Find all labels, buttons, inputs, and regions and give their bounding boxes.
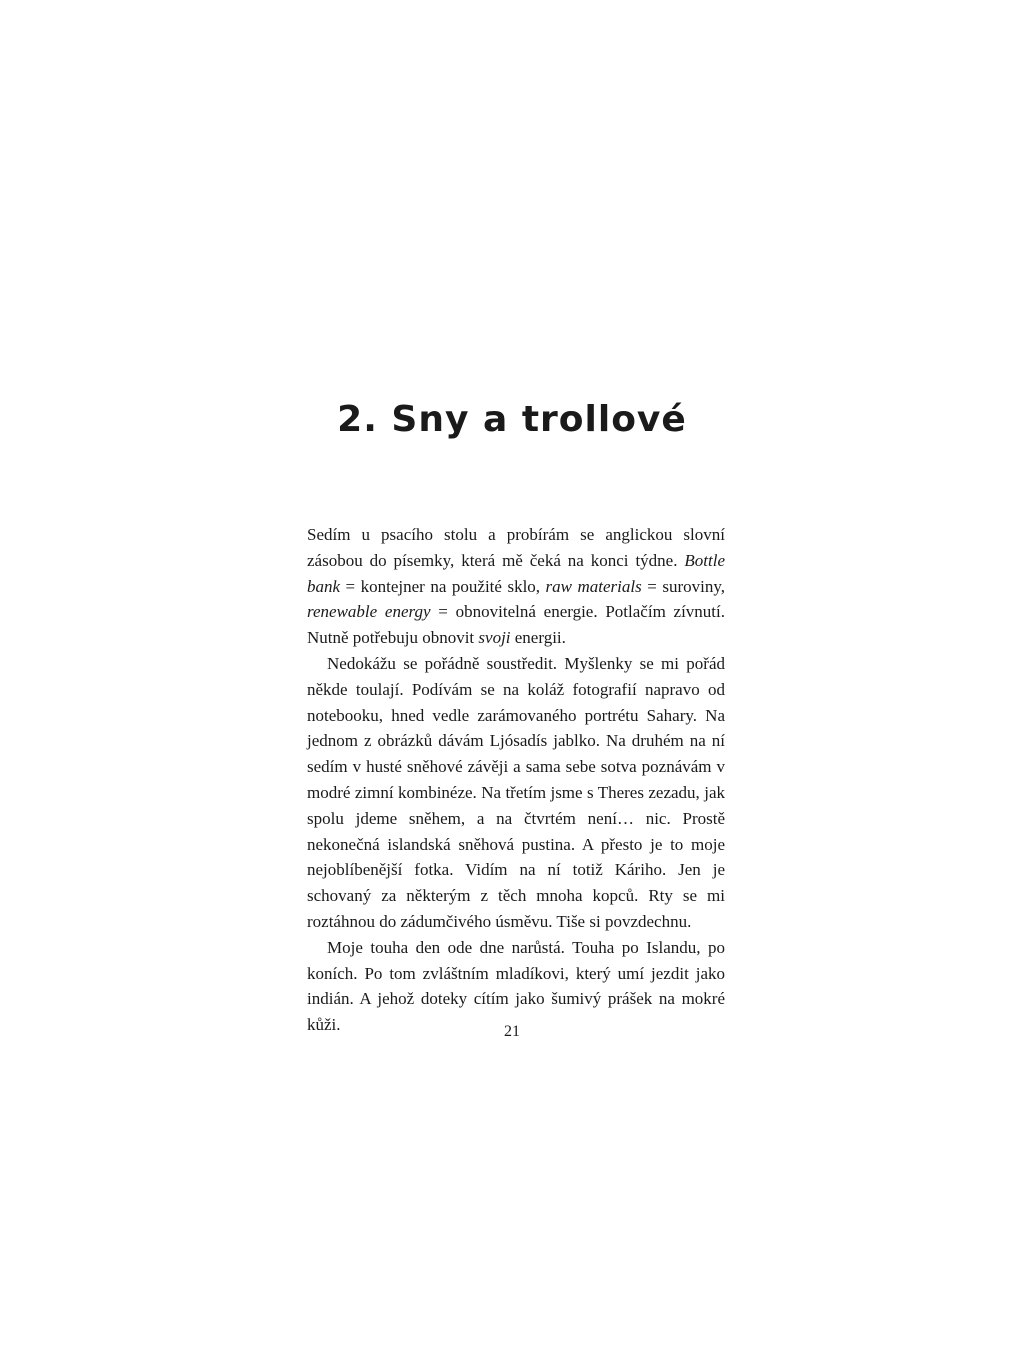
paragraph-3: Moje touha den ode dne narůstá. Touha po Islandu, po koních. Po tom zvláštním mladíkovi, který umí jezdit jako indián. A jehož doteky cítím jako šumivý prášek na mokré kůži. xyxy=(307,937,725,1035)
text-run: = obnovitelná energie. Potlačím zívnutí. Nutně potřebuju obnovit xyxy=(307,602,726,648)
chapter-title: 2. Sny a trollové xyxy=(337,399,687,440)
text-run: = kontejner na použité sklo, xyxy=(340,576,546,596)
text-run: = suroviny, xyxy=(641,576,725,596)
paragraph-2: Nedokážu se pořádně soustředit. Myšlenky se mi pořád někde toulají. Podívám se na koláž fotografií napravo od notebooku, hned vedle zarámovaného portrétu Sahary. Na jednom z obrázků dávám Ljósadís jablko. Na druhém na ní sedím v husté sněhové závěji a sama sebe sotva poznávám v modré zimní kombinéze. Na třetím jsme s Theres zezadu, jak spolu jdeme sněhem, a na čtvrtém není… nic. Prostě nekonečná islandská sněhová pustina. A přesto je to moje nejoblíbenější fotka. Vidím na ní totiž Káriho. Jen je schovaný za některým z těch mnoha kopců. Rty se mi roztáhnou do zádumčivého úsměvu. Tiše si povzdechnu. xyxy=(307,653,725,931)
page-number: 21 xyxy=(504,1023,520,1040)
english-term: Bottle bank xyxy=(307,550,725,596)
emphasis: svoji xyxy=(478,628,511,648)
paragraph-1 xyxy=(307,522,725,651)
text-run: Sedím u psacího stolu a probírám se anglickou slovní zásobou do písemky, která mě čeká na konci týdne. xyxy=(307,525,725,570)
text-run: energii. xyxy=(510,628,566,648)
english-term: raw materials xyxy=(545,576,642,596)
chapter-body xyxy=(307,522,725,1038)
english-term: renewable energy xyxy=(307,602,431,622)
